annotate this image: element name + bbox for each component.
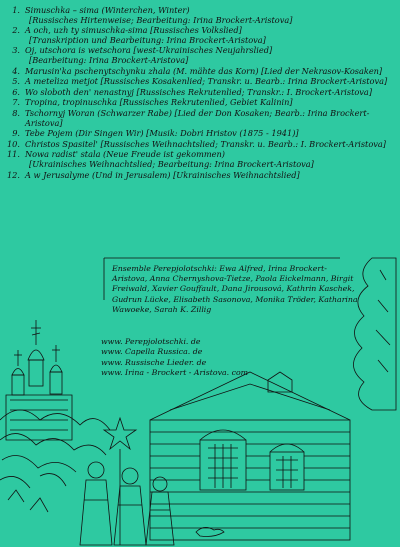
track-title: Christos Spasitel' [Russisches Weihnachtslied; Transkr. u. Bearb.: I. Brockert-Aristova] <box>25 138 386 149</box>
track-title: Simuschka – sima (Winterchen, Winter) <box>25 5 190 15</box>
link-perepjolotschki[interactable]: www. Perepjolotschki. de <box>101 337 201 346</box>
track-item <box>6 98 396 108</box>
track-number: 9. <box>12 128 20 139</box>
track-title: Nowa radist' stala (Neue Freude ist gekommen) <box>25 149 225 160</box>
track-item <box>6 46 396 65</box>
track-note: [Ukrainisches Weihnachtslied; Bearbeitung: Irina Brockert-Aristova] <box>29 158 314 169</box>
track-item <box>6 67 396 77</box>
track-number: 7. <box>12 97 20 108</box>
track-item <box>6 88 396 98</box>
link-russische-lieder[interactable]: www. Russische Lieder. de <box>101 357 207 367</box>
track-number: 4. <box>12 65 20 76</box>
track-title: A w Jerusalyme (Und in Jerusalem) [Ukrainisches Weihnachtslied] <box>25 169 300 180</box>
track-title: Marusin'ka pschenytschynku zhala (M. mähte das Korn) [Lied der Nekrasov-Kosaken] <box>25 65 383 76</box>
track-number: 8. <box>12 107 20 118</box>
church-illustration <box>6 320 72 440</box>
web-links <box>101 337 248 379</box>
carolers-illustration <box>80 418 174 545</box>
track-note: [Russisches Hirtenweise; Bearbeitung: Irina Brockert-Aristova] <box>29 14 293 25</box>
track-title: Oj, utschora is wetschora [west-Ukrainisches Neujahrslied] <box>25 45 273 56</box>
link-capella-russica[interactable]: www. Capella Russica. de <box>101 347 203 357</box>
track-item <box>6 77 396 87</box>
track-title: Tebe Pojem (Dir Singen Wir) [Musik: Dobri Hristov (1875 - 1941)] <box>25 128 299 139</box>
track-number: 5. <box>12 76 20 87</box>
track-item <box>6 26 396 45</box>
track-number: 12. <box>6 169 20 180</box>
track-list <box>6 6 396 181</box>
bird-illustration <box>196 527 224 536</box>
link-irina-brockert-aristova[interactable]: www. Irina - Brockert - Aristova. com <box>101 368 249 378</box>
track-note: [Transkription und Bearbeitung: Irina Brockert-Aristova] <box>29 34 266 45</box>
track-title: Tschornyj Woran (Schwarzer Rabe) [Lied der Don Kosaken; Bearb.: Irina Brockert-Aristova] <box>25 107 370 128</box>
track-number: 2. <box>12 25 20 36</box>
track-item <box>6 140 396 150</box>
track-title: A meteliza metjot [Russisches Kosakenlied; Transkr. u. Bearb.: Irina Brockert-Aristova] <box>25 76 388 87</box>
ensemble-credits: Ensemble Perepjolotschki: Ewa Alfred, Irina Brockert-Aristova, Anna Chernyshova-Tietze, Paola Eickelmann, Birgit Freiwald, Xavier Gouffault, Dana Jirousová, Kathrin Kaschek, Gudrun Lücke, Elisabeth Sasonova, Monika Tröder, Katharina Wawoeke, Sarah K. Zillig <box>112 264 358 314</box>
track-item <box>6 171 396 181</box>
track-title: A och, uzh ty simuschka-sima [Russisches Volkslied] <box>25 25 242 36</box>
track-number: 3. <box>12 45 20 56</box>
track-title: Tropina, tropinuschka [Russisches Rekrutenlied, Gebiet Kalinin] <box>25 97 293 108</box>
track-number: 1. <box>12 5 20 15</box>
track-note: [Bearbeitung: Irina Brockert-Aristova] <box>29 54 189 65</box>
track-number: 11. <box>6 149 20 160</box>
track-item <box>6 150 396 169</box>
track-number: 6. <box>12 86 20 97</box>
house-illustration <box>150 372 350 540</box>
track-item <box>6 109 396 128</box>
track-item <box>6 129 396 139</box>
track-item <box>6 6 396 25</box>
foliage-illustration <box>0 410 110 512</box>
track-title: Wo sloboth den' nenastnyj [Russisches Rekrutenlied; Transkr.: I. Brockert-Aristova] <box>25 86 373 97</box>
track-number: 10. <box>6 138 20 149</box>
